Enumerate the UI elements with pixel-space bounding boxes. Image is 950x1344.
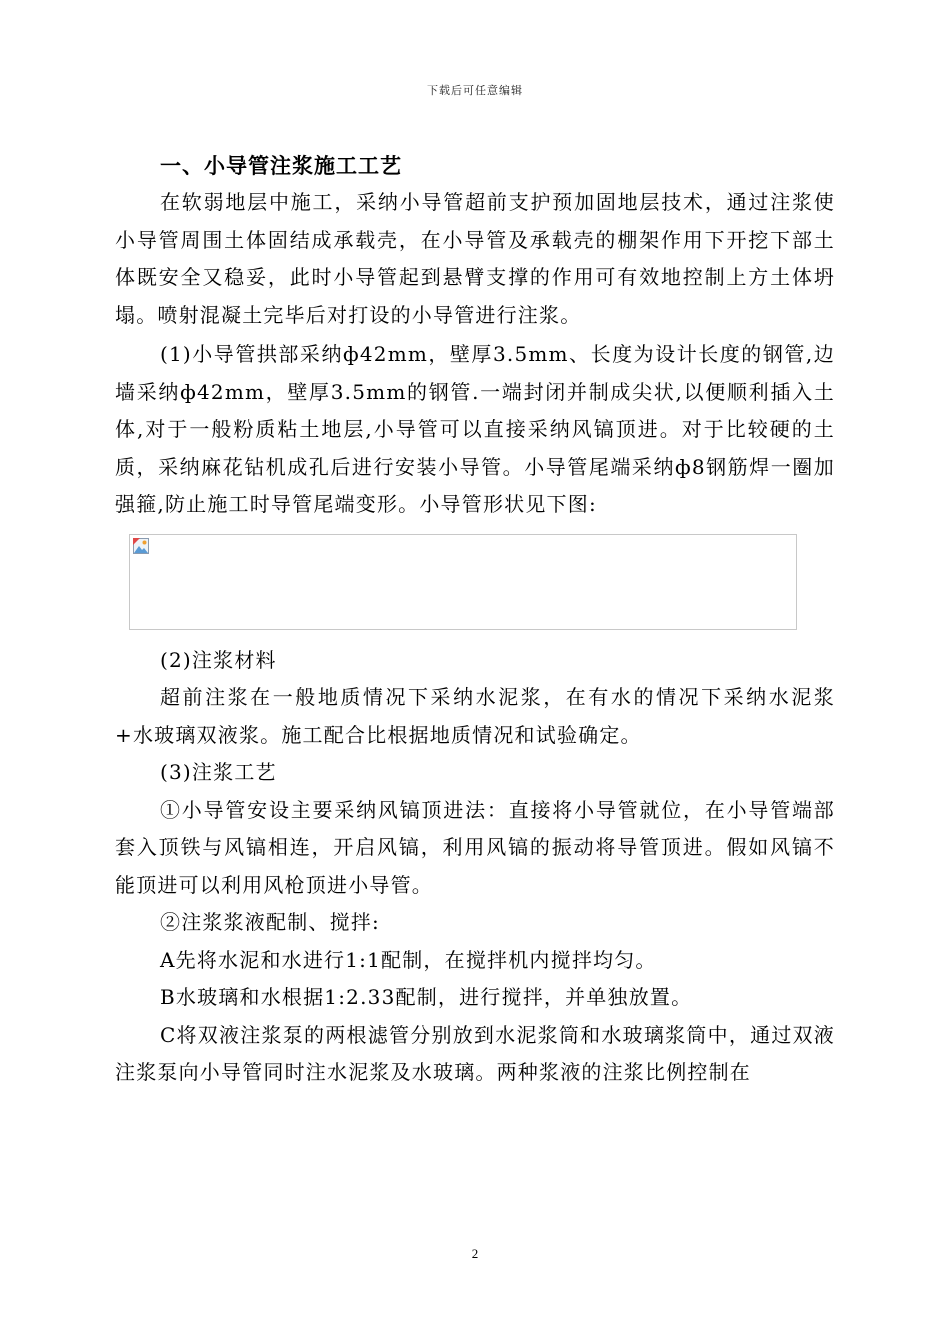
- item-3-heading: (3)注浆工艺: [160, 760, 277, 784]
- page-content: [115, 148, 835, 1092]
- step-2-heading: ②注浆浆液配制、搅拌:: [160, 910, 380, 934]
- paragraph-step-2-c: C将双液注浆泵的两根滤管分别放到水泥浆筒和水玻璃浆筒中，通过双液注浆泵向小导管同时注水泥浆及水玻璃。两种浆液的注浆比例控制在: [115, 1022, 835, 1084]
- paragraph-step-1: ①小导管安设主要采纳风镐顶进法：直接将小导管就位，在小导管端部套入顶铁与风镐相连，开启风镐，利用风镐的振动将导管顶进。假如风镐不能顶进可以利用风枪顶进小导管。: [115, 797, 835, 897]
- step-2-b: B水玻璃和水根据1:2.33配制，进行搅拌，并单独放置。: [160, 985, 693, 1009]
- paragraph-intro: 在软弱地层中施工，采纳小导管超前支护预加固地层技术，通过注浆使小导管周围土体固结成承载壳，在小导管及承载壳的棚架作用下开挖下部土体既安全又稳妥，此时小导管起到悬臂支撑的作用可有效地控制上方土体坍塌。喷射混凝土完毕后对打设的小导管进行注浆。: [115, 190, 835, 327]
- figure-placeholder: [129, 534, 797, 630]
- paragraph-item-2: 超前注浆在一般地质情况下采纳水泥浆，在有水的情况下采纳水泥浆+水玻璃双液浆。施工配合比根据地质情况和试验确定。: [115, 685, 835, 747]
- item-2-heading: (2)注浆材料: [160, 647, 277, 672]
- broken-image-icon: [133, 538, 149, 554]
- header-note: 下载后可任意编辑: [427, 84, 523, 97]
- step-2-a: A先将水泥和水进行1:1配制，在搅拌机内搅拌均匀。: [160, 947, 657, 972]
- paragraph-item-1: (1)小导管拱部采纳ф42mm，壁厚3.5mm、长度为设计长度的钢管,边墙采纳ф42mm，壁厚3.5mm的钢管.一端封闭并制成尖状,以便顺利插入土体,对于一般粉质粘土地层,小导管可以直接采纳风镐顶进。对于比较硬的土质，采纳麻花钻机成孔后进行安装小导管。小导管尾端采纳ф8钢筋焊一圈加强箍,防止施工时导管尾端变形。小导管形状见下图:: [115, 342, 835, 516]
- page-number: 2: [471, 1246, 479, 1261]
- section-title: 一、小导管注浆施工工艺: [160, 153, 402, 178]
